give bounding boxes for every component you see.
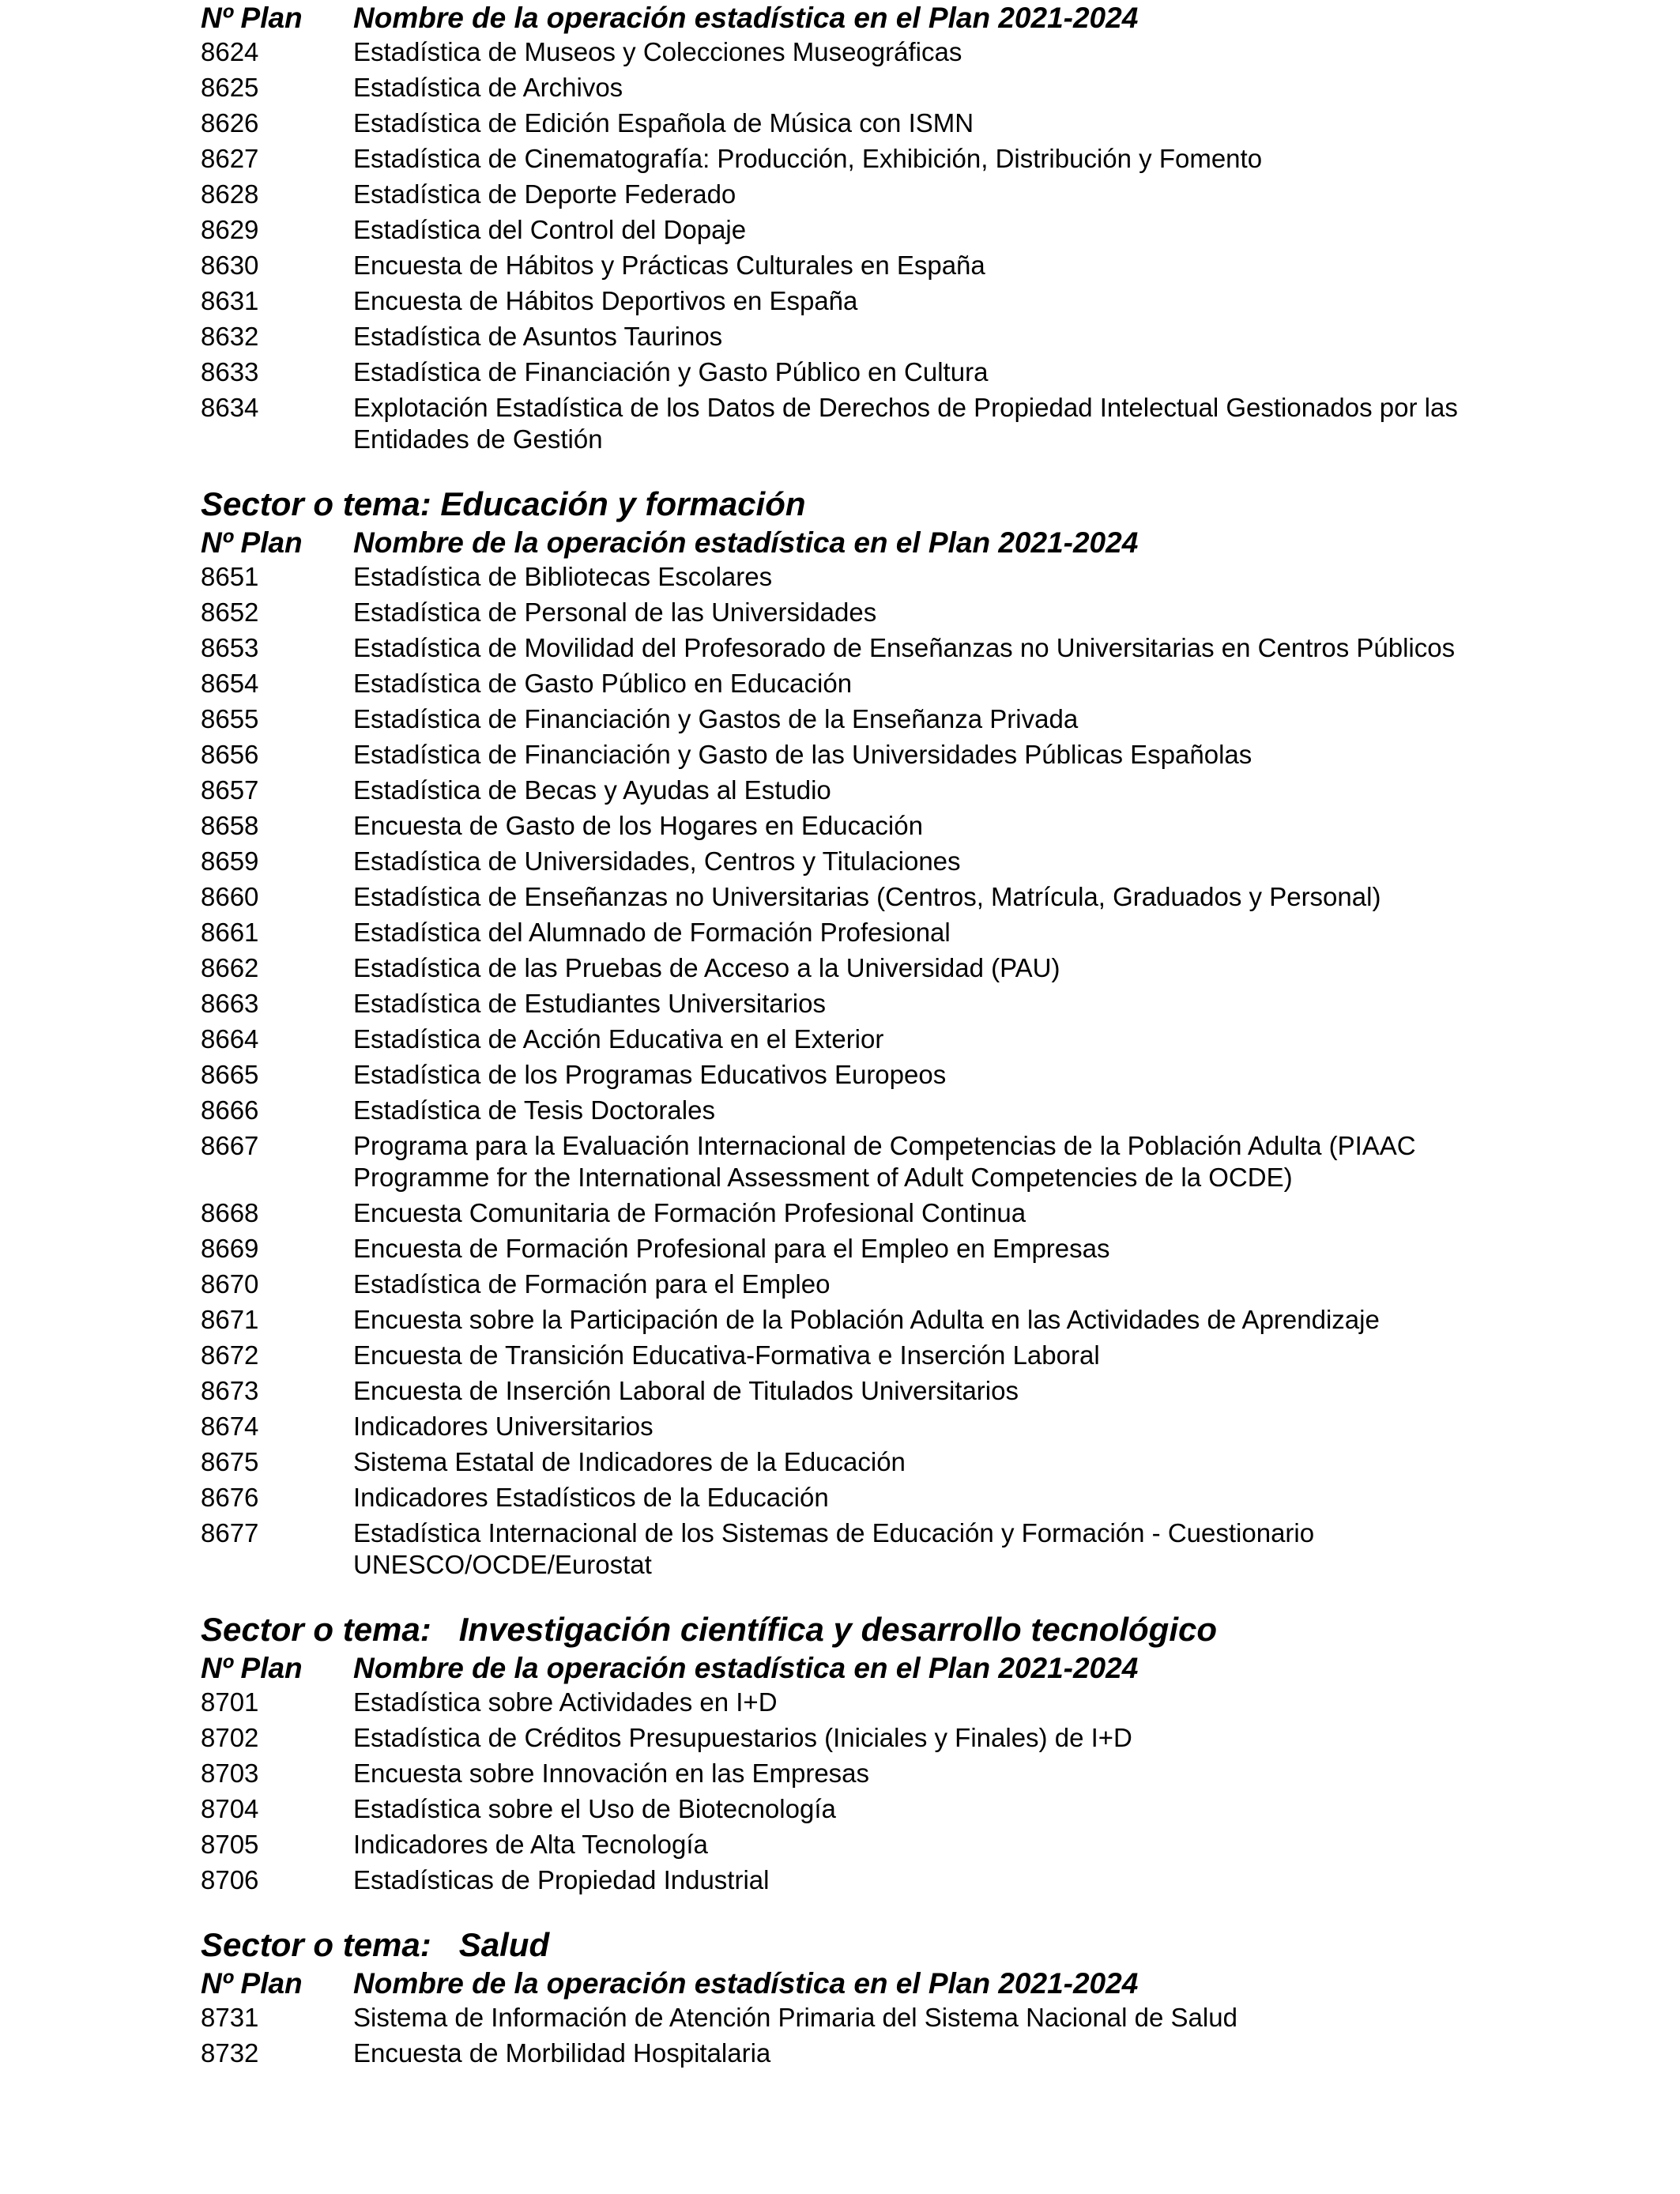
operation-name: Encuesta de Morbilidad Hospitalaria <box>353 2038 771 2068</box>
operation-name: Estadística de Bibliotecas Escolares <box>353 562 773 591</box>
operation-name: Programa para la Evaluación Internacional de Competencias de la Población Adulta (PIAAC Programme for the International Assessment of Adult Competencies de la OCDE) <box>353 1131 1416 1192</box>
operation-name: Estadística de Becas y Ayudas al Estudio <box>353 775 831 805</box>
table-row <box>201 107 1497 139</box>
table-row <box>201 988 1497 1020</box>
table-row <box>201 917 1497 948</box>
sector-section <box>201 455 1497 1581</box>
operation-name: Estadística de Edición Española de Música con ISMN <box>353 108 974 138</box>
operation-name: Estadísticas de Propiedad Industrial <box>353 1865 770 1894</box>
table-row <box>201 1059 1497 1091</box>
operation-name: Estadística de Universidades, Centros y Titulaciones <box>353 846 961 876</box>
table-row <box>201 1095 1497 1126</box>
document-page <box>201 0 1497 2069</box>
operation-name: Estadística de Archivos <box>353 73 623 102</box>
table-row <box>201 1197 1497 1229</box>
table-row <box>201 810 1497 842</box>
table-row <box>201 72 1497 104</box>
plan-number: 8672 <box>201 1340 259 1370</box>
header-plan-number: Nº Plan <box>201 2 303 34</box>
operation-name: Estadística de las Pruebas de Acceso a la Universidad (PAU) <box>353 953 1060 982</box>
operation-name: Encuesta de Inserción Laboral de Titulados Universitarios <box>353 1376 1019 1405</box>
sector-section <box>201 0 1497 455</box>
sector-title: Sector o tema: Investigación científica y desarrollo tecnológico <box>201 1611 1218 1648</box>
sector-section <box>201 1581 1497 1896</box>
section-spacer <box>201 455 1497 484</box>
header-plan-number: Nº Plan <box>201 1967 303 2000</box>
plan-number: 8671 <box>201 1305 259 1334</box>
operation-name: Estadística de Gasto Público en Educación <box>353 669 853 698</box>
table-row <box>201 36 1497 68</box>
header-plan-number: Nº Plan <box>201 526 303 559</box>
plan-number: 8653 <box>201 633 259 662</box>
table-row <box>201 1793 1497 1825</box>
operation-name: Estadística de Deporte Federado <box>353 179 736 209</box>
operation-name: Estadística de Formación para el Empleo <box>353 1269 831 1299</box>
header-operation-name: Nombre de la operación estadística en el Plan 2021-2024 <box>353 1652 1139 1684</box>
plan-number: 8677 <box>201 1518 259 1547</box>
section-spacer <box>201 1581 1497 1609</box>
table-row <box>201 561 1497 593</box>
table-row <box>201 214 1497 246</box>
plan-number: 8703 <box>201 1759 259 1788</box>
table-row <box>201 597 1497 628</box>
plan-number: 8659 <box>201 846 259 876</box>
plan-number: 8705 <box>201 1830 259 1859</box>
operation-name: Sistema Estatal de Indicadores de la Educación <box>353 1447 906 1476</box>
table-row <box>201 321 1497 352</box>
operation-name: Encuesta sobre la Participación de la Población Adulta en las Actividades de Aprendizaje <box>353 1305 1380 1334</box>
table-row <box>201 1304 1497 1336</box>
plan-number: 8732 <box>201 2038 259 2068</box>
table-row <box>201 846 1497 877</box>
operation-name: Estadística de Movilidad del Profesorado de Enseñanzas no Universitarias en Centros Públicos <box>353 633 1456 662</box>
header-operation-name: Nombre de la operación estadística en el Plan 2021-2024 <box>353 526 1139 559</box>
table-row <box>201 143 1497 175</box>
operation-name: Encuesta de Transición Educativa-Formativa e Inserción Laboral <box>353 1340 1100 1370</box>
table-row <box>201 775 1497 806</box>
plan-number: 8701 <box>201 1687 259 1717</box>
operation-name: Estadística de Estudiantes Universitarios <box>353 989 826 1018</box>
table-row <box>201 632 1497 664</box>
table-row <box>201 1687 1497 1718</box>
plan-number: 8667 <box>201 1131 259 1160</box>
table-row <box>201 1446 1497 1478</box>
table-row <box>201 1023 1497 1055</box>
operation-name: Estadística de Financiación y Gastos de la Enseñanza Privada <box>353 704 1079 733</box>
plan-number: 8657 <box>201 775 259 805</box>
plan-number: 8632 <box>201 322 259 351</box>
plan-number: 8651 <box>201 562 259 591</box>
plan-number: 8626 <box>201 108 259 138</box>
table-row <box>201 1722 1497 1754</box>
sector-title: Sector o tema: Educación y formación <box>201 485 806 522</box>
plan-number: 8660 <box>201 882 259 911</box>
table-header <box>201 0 1497 36</box>
operation-name: Estadística del Alumnado de Formación Profesional <box>353 918 951 947</box>
operation-name: Estadística de Enseñanzas no Universitarias (Centros, Matrícula, Graduados y Personal) <box>353 882 1381 911</box>
plan-number: 8673 <box>201 1376 259 1405</box>
table-row <box>201 739 1497 771</box>
header-operation-name: Nombre de la operación estadística en el Plan 2021-2024 <box>353 2 1139 34</box>
header-plan-number: Nº Plan <box>201 1652 303 1684</box>
operation-name: Estadística sobre Actividades en I+D <box>353 1687 778 1717</box>
plan-number: 8634 <box>201 393 259 422</box>
operation-name: Encuesta de Hábitos Deportivos en España <box>353 286 858 315</box>
table-row <box>201 703 1497 735</box>
table-row <box>201 285 1497 317</box>
table-header <box>201 525 1497 561</box>
operation-name: Estadística de Financiación y Gasto de las Universidades Públicas Españolas <box>353 740 1252 769</box>
operation-name: Indicadores Estadísticos de la Educación <box>353 1483 829 1512</box>
table-header <box>201 1650 1497 1687</box>
plan-number: 8629 <box>201 215 259 244</box>
plan-number: 8655 <box>201 704 259 733</box>
operation-name: Estadística de Créditos Presupuestarios (Iniciales y Finales) de I+D <box>353 1723 1132 1752</box>
plan-number: 8702 <box>201 1723 259 1752</box>
operation-name: Estadística sobre el Uso de Biotecnología <box>353 1794 836 1823</box>
plan-number: 8661 <box>201 918 259 947</box>
operation-name: Encuesta Comunitaria de Formación Profesional Continua <box>353 1198 1026 1227</box>
plan-number: 8675 <box>201 1447 259 1476</box>
operation-name: Explotación Estadística de los Datos de Derechos de Propiedad Intelectual Gestionados por las Entidades de Gestión <box>353 393 1458 454</box>
operation-name: Encuesta de Hábitos y Prácticas Culturales en España <box>353 251 985 280</box>
plan-number: 8658 <box>201 811 259 840</box>
section-spacer <box>201 1896 1497 1924</box>
table-row <box>201 1758 1497 1789</box>
table-row <box>201 668 1497 699</box>
table-row <box>201 2038 1497 2069</box>
plan-number: 8630 <box>201 251 259 280</box>
sector-section <box>201 1896 1497 2069</box>
plan-number: 8669 <box>201 1234 259 1263</box>
operation-name: Estadística de Financiación y Gasto Público en Cultura <box>353 357 989 386</box>
operation-name: Indicadores Universitarios <box>353 1412 654 1441</box>
operation-name: Estadística de Museos y Colecciones Museográficas <box>353 37 962 66</box>
table-row <box>201 179 1497 210</box>
table-row <box>201 1864 1497 1896</box>
table-row <box>201 1829 1497 1860</box>
operation-name: Estadística de Acción Educativa en el Exterior <box>353 1024 884 1054</box>
table-row <box>201 2002 1497 2034</box>
table-row <box>201 1233 1497 1265</box>
plan-number: 8664 <box>201 1024 259 1054</box>
table-row <box>201 1340 1497 1371</box>
operation-name: Estadística del Control del Dopaje <box>353 215 747 244</box>
plan-number: 8676 <box>201 1483 259 1512</box>
operation-name: Sistema de Información de Atención Primaria del Sistema Nacional de Salud <box>353 2003 1237 2032</box>
table-row <box>201 952 1497 984</box>
sector-title: Sector o tema: Salud <box>201 1926 550 1963</box>
operation-name: Encuesta de Gasto de los Hogares en Educación <box>353 811 923 840</box>
plan-number: 8625 <box>201 73 259 102</box>
operation-name: Estadística de los Programas Educativos Europeos <box>353 1060 947 1089</box>
operation-name: Estadística de Cinematografía: Producción, Exhibición, Distribución y Fomento <box>353 144 1263 173</box>
plan-number: 8656 <box>201 740 259 769</box>
plan-number: 8666 <box>201 1095 259 1125</box>
operation-name: Estadística Internacional de los Sistemas de Educación y Formación - Cuestionario UNESCO/OCDE/Eurostat <box>353 1518 1315 1579</box>
table-row <box>201 1130 1497 1193</box>
operation-name: Encuesta sobre Innovación en las Empresas <box>353 1759 870 1788</box>
operation-name: Estadística de Asuntos Taurinos <box>353 322 723 351</box>
plan-number: 8674 <box>201 1412 259 1441</box>
plan-number: 8654 <box>201 669 259 698</box>
plan-number: 8628 <box>201 179 259 209</box>
plan-number: 8652 <box>201 598 259 627</box>
header-operation-name: Nombre de la operación estadística en el Plan 2021-2024 <box>353 1967 1139 2000</box>
table-row <box>201 356 1497 388</box>
operation-name: Encuesta de Formación Profesional para el Empleo en Empresas <box>353 1234 1110 1263</box>
plan-number: 8627 <box>201 144 259 173</box>
table-row <box>201 1517 1497 1581</box>
plan-number: 8704 <box>201 1794 259 1823</box>
plan-number: 8668 <box>201 1198 259 1227</box>
plan-number: 8624 <box>201 37 259 66</box>
table-row <box>201 1482 1497 1514</box>
plan-number: 8665 <box>201 1060 259 1089</box>
table-row <box>201 1375 1497 1407</box>
operation-name: Indicadores de Alta Tecnología <box>353 1830 708 1859</box>
plan-number: 8662 <box>201 953 259 982</box>
table-header <box>201 1966 1497 2002</box>
table-row <box>201 250 1497 281</box>
plan-number: 8631 <box>201 286 259 315</box>
table-row <box>201 1269 1497 1300</box>
operation-name: Estadística de Personal de las Universidades <box>353 598 877 627</box>
plan-number: 8670 <box>201 1269 259 1299</box>
plan-number: 8731 <box>201 2003 259 2032</box>
plan-number: 8633 <box>201 357 259 386</box>
plan-number: 8663 <box>201 989 259 1018</box>
table-row <box>201 881 1497 913</box>
table-row <box>201 1411 1497 1442</box>
plan-number: 8706 <box>201 1865 259 1894</box>
operation-name: Estadística de Tesis Doctorales <box>353 1095 715 1125</box>
table-row <box>201 392 1497 455</box>
